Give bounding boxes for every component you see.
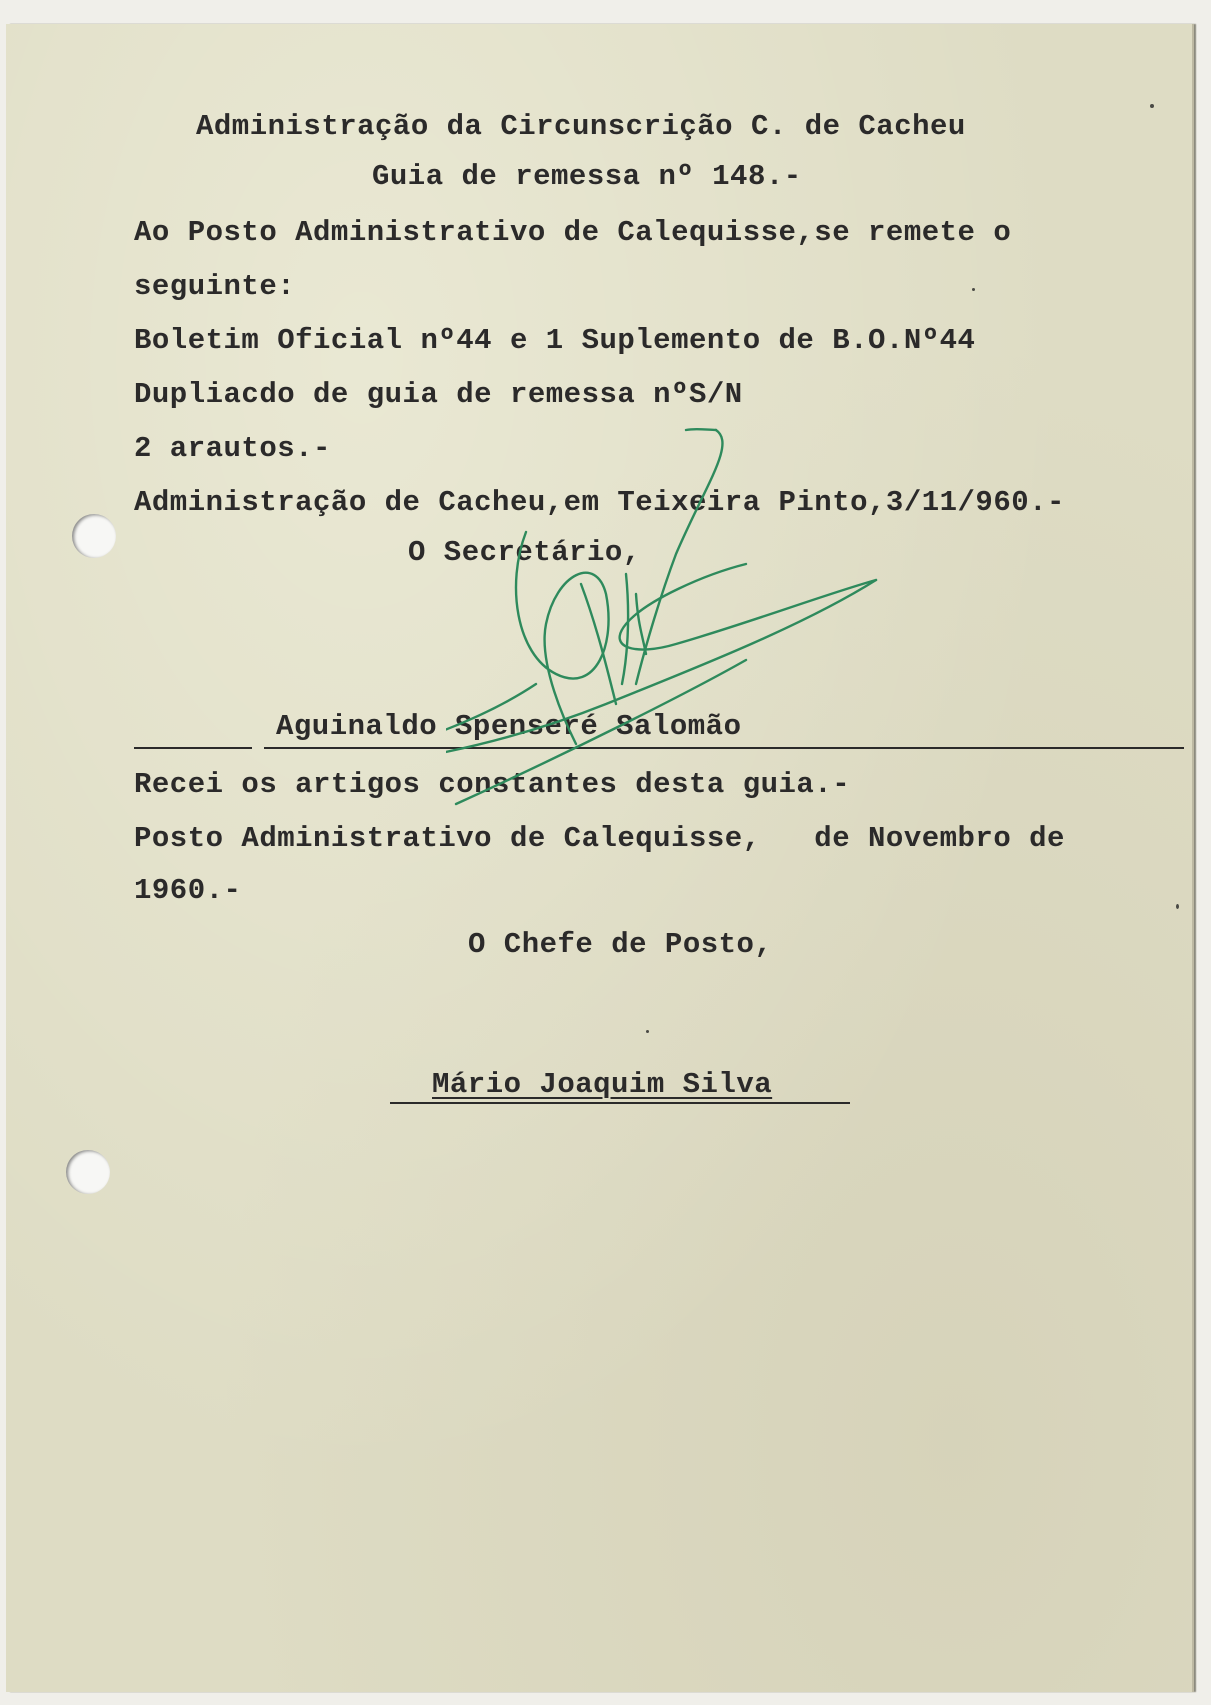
item-boletim: Boletim Oficial nº44 e 1 Suplemento de B.O.Nº44 <box>134 324 976 357</box>
signature-rule-right <box>264 747 1184 749</box>
item-duplicado: Dupliacdo de guia de remessa nºS/N <box>134 378 743 411</box>
intro-line-2: seguinte: <box>134 270 296 303</box>
signature-rule-left <box>134 747 252 749</box>
chief-name: Mário Joaquim Silva <box>432 1068 773 1101</box>
ink-speck <box>1176 904 1179 909</box>
secretary-title: O Secretário, <box>408 536 641 569</box>
document-sheet <box>6 24 1192 1692</box>
header-line-1: Administração da Circunscrição C. de Cacheu <box>196 110 966 143</box>
ink-speck <box>972 288 975 291</box>
receipt-line-3: 1960.- <box>134 874 242 907</box>
item-arautos: 2 arautos.- <box>134 432 331 465</box>
ink-speck <box>646 1030 649 1033</box>
punch-hole-bottom <box>66 1150 110 1194</box>
place-date-line: Administração de Cacheu,em Teixeira Pinto,3/11/960.- <box>134 486 1065 519</box>
chief-title: O Chefe de Posto, <box>468 928 773 961</box>
receipt-line-1: Recei os artigos constantes desta guia.- <box>134 768 851 801</box>
ink-speck <box>1150 104 1154 108</box>
punch-hole-top <box>72 514 116 558</box>
receipt-line-2: Posto Administrativo de Calequisse, de Novembro de <box>134 822 1065 855</box>
intro-line-1: Ao Posto Administrativo de Calequisse,se remete o <box>134 216 1012 249</box>
secretary-name: Aguinaldo Spenseré Salomão <box>276 710 742 743</box>
chief-signature-rule <box>390 1102 850 1104</box>
header-line-2: Guia de remessa nº 148.- <box>372 160 802 193</box>
